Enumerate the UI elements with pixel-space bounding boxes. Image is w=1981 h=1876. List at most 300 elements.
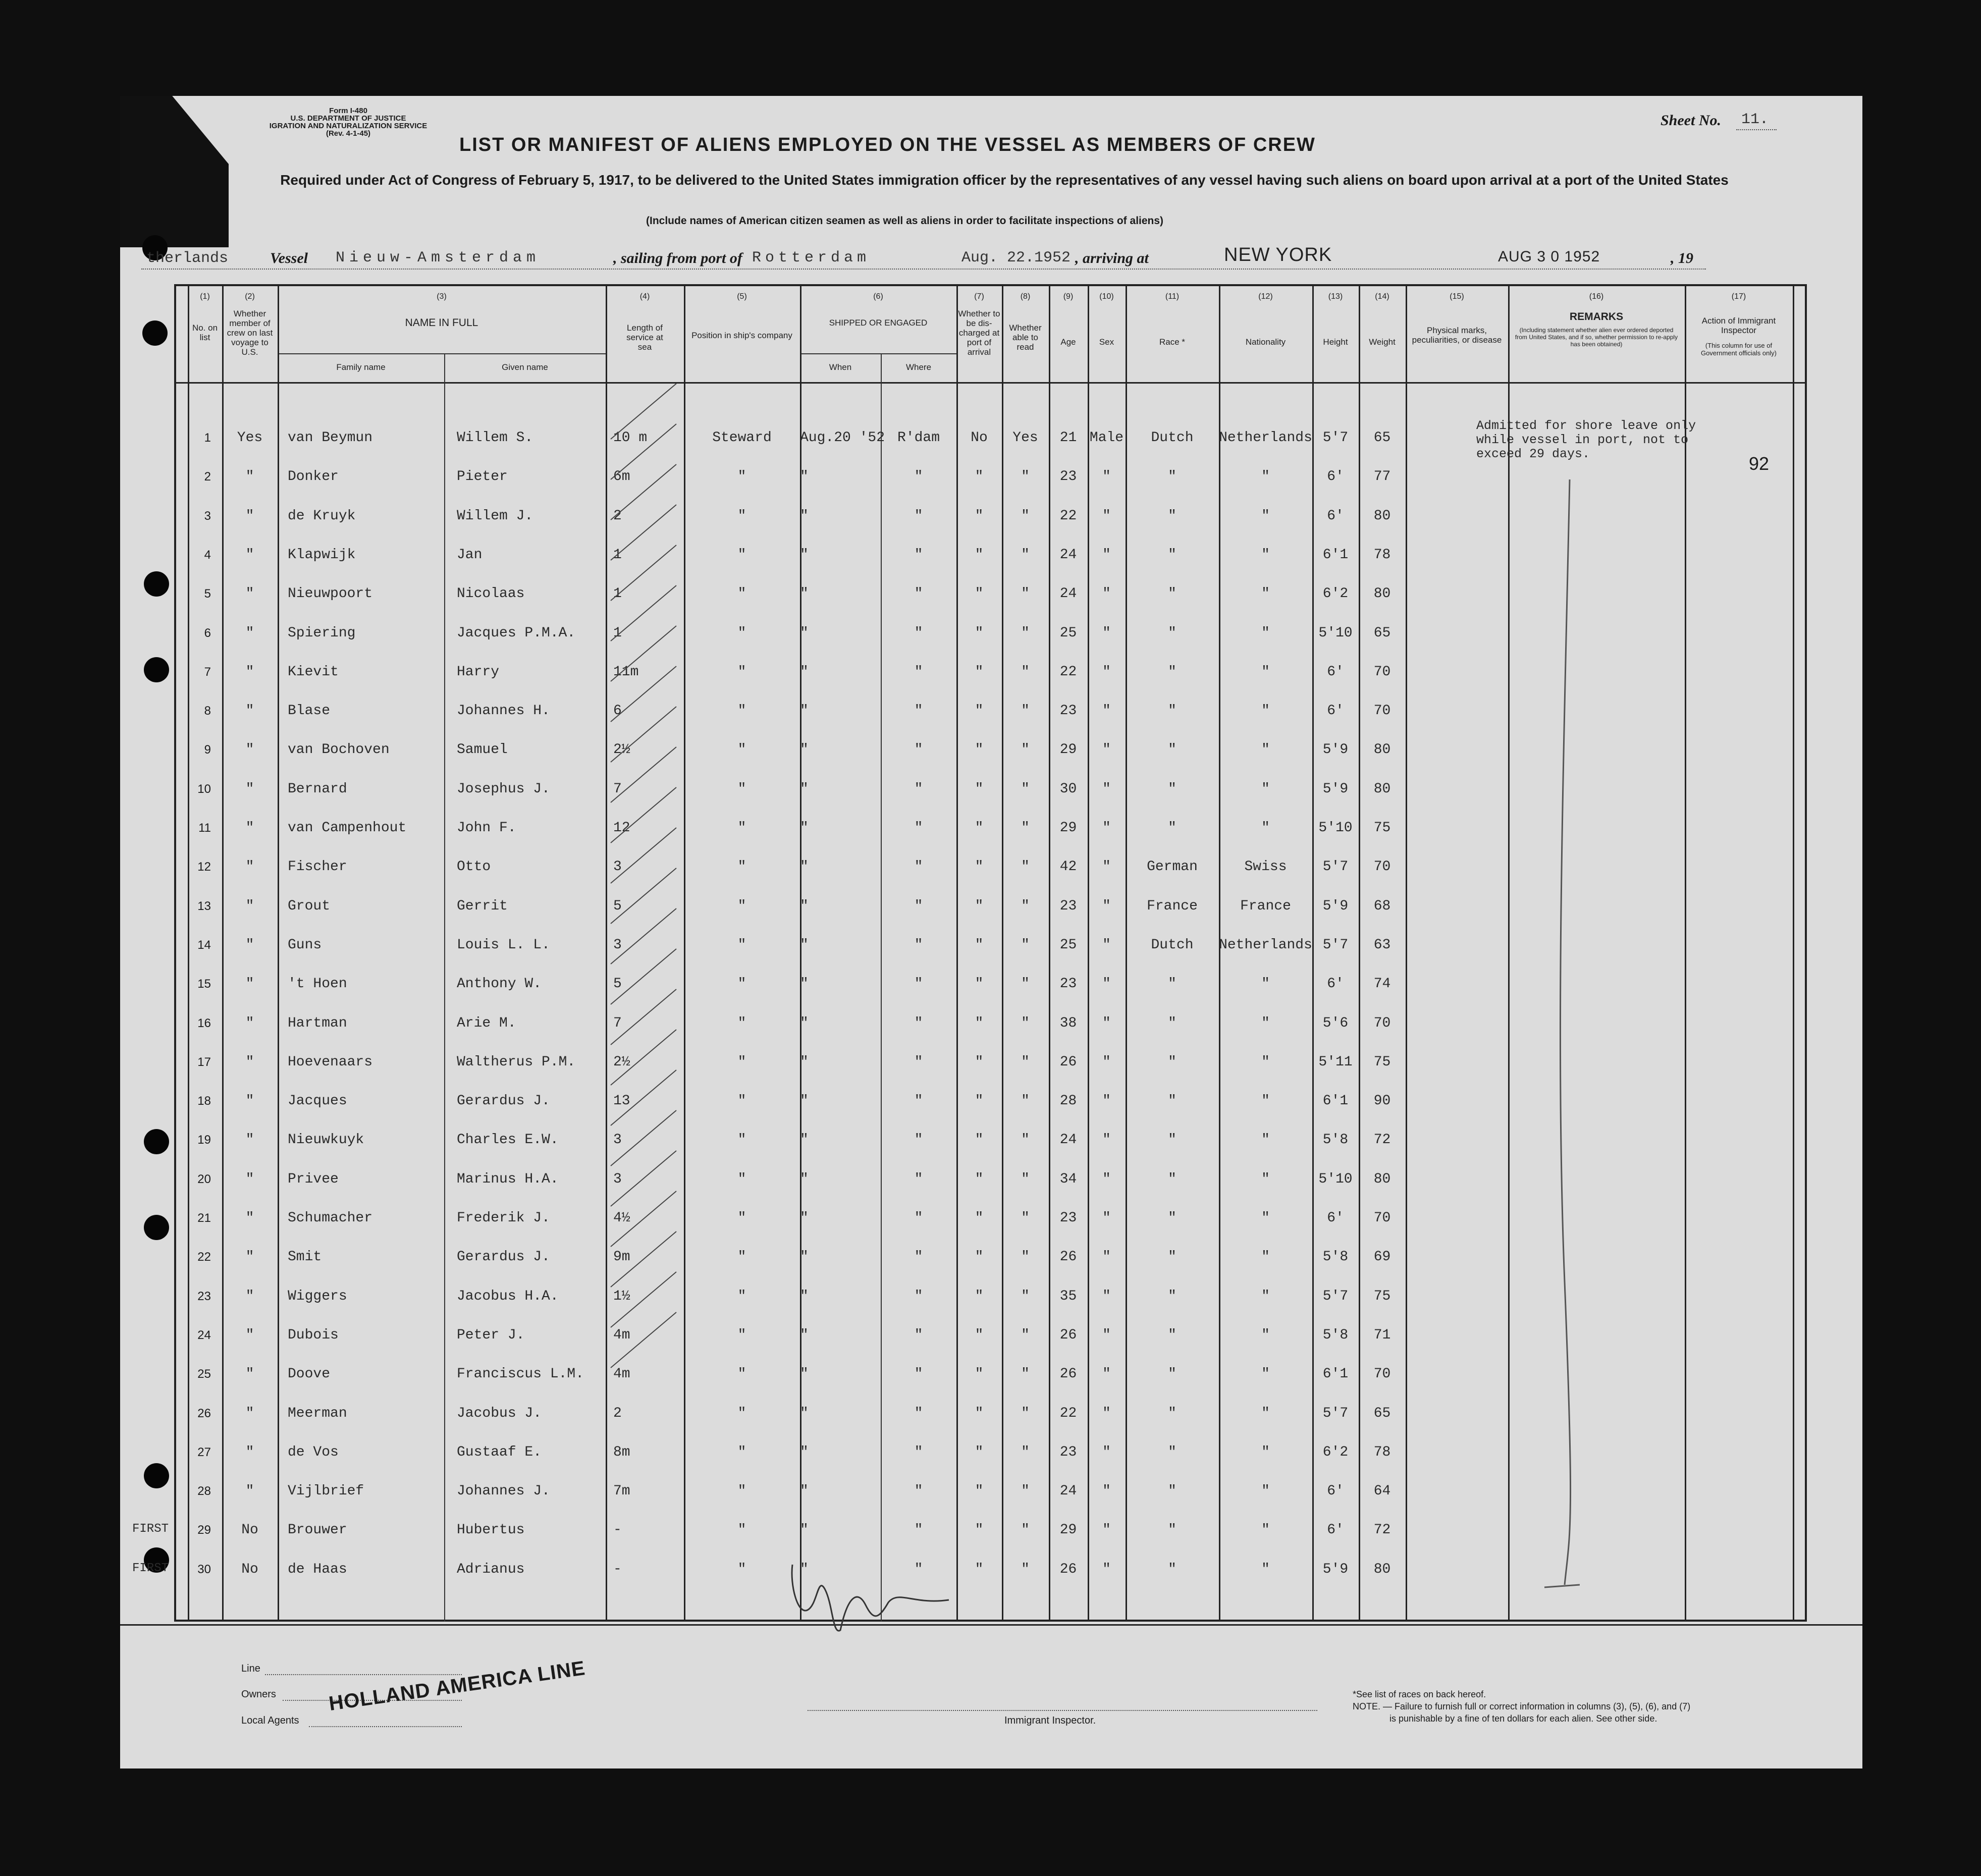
family-name-cell: Klapwijk [288,547,356,563]
height-cell: 5'8 [1322,1327,1349,1343]
given-name-cell: Nicolaas [457,586,525,602]
weight-cell: 65 [1373,625,1391,641]
given-name-cell: Otto [457,859,491,875]
given-name-cell: Jacobus J. [457,1405,542,1421]
sex-cell: " [1102,1210,1111,1226]
class-marker: FIRST [132,1561,169,1575]
discharged-cell: " [975,664,984,680]
height-cell: 6'1 [1322,1366,1349,1382]
height-cell: 6'2 [1322,1444,1349,1460]
nationality-cell: " [1261,1171,1270,1187]
shipped-where-cell: R'dam [897,430,940,446]
last-voyage-cell: " [245,1327,254,1343]
discharged-cell: " [975,1561,984,1577]
age-cell: 24 [1059,547,1077,563]
able-to-read-cell: " [1021,898,1030,914]
position-cell: " [737,859,746,875]
position-cell: " [737,1327,746,1343]
shipped-when-cell: " [800,625,809,641]
race-cell: " [1168,1444,1176,1460]
sex-cell: " [1102,1327,1111,1343]
height-cell: 5'9 [1322,742,1349,758]
given-name-cell: Jan [457,547,483,563]
col-rule [1793,284,1794,1622]
service-name: IGRATION AND NATURALIZATION SERVICE [269,122,427,130]
header-bottom-rule [174,382,1807,384]
arrival-port: NEW YORK [1224,244,1332,265]
able-to-read-cell: " [1021,703,1030,719]
weight-cell: 72 [1373,1132,1391,1148]
col-num-9: (9) [1063,292,1074,301]
nationality-cell: " [1261,1327,1270,1343]
position-cell: " [737,547,746,563]
service-length-cell: 7m [613,1483,630,1499]
inspector-signature [777,1555,959,1645]
able-to-read-cell: " [1021,1522,1030,1538]
sex-cell: " [1102,1405,1111,1421]
class-marker: FIRST [132,1522,169,1536]
footer-line-field [265,1674,462,1675]
weight-cell: 80 [1373,586,1391,602]
service-length-cell: 7 [613,1015,622,1031]
row-number: 16 [197,1016,211,1030]
discharged-cell: " [975,1093,984,1109]
age-cell: 25 [1059,937,1077,953]
footer-line-label: Line [241,1663,260,1674]
footer-fine-note-cont: is punishable by a fine of ten dollars for each alien. See other side. [1389,1713,1657,1724]
remarks-note [1476,419,1696,461]
nationality-cell: " [1261,586,1270,602]
race-cell: " [1168,1561,1176,1577]
last-voyage-cell: " [245,742,254,758]
given-name-cell: Gerardus J. [457,1249,550,1265]
race-cell: " [1168,586,1176,602]
last-voyage-cell: " [245,820,254,836]
able-to-read-cell: " [1021,1561,1030,1577]
shipped-where-cell: " [914,1210,923,1226]
age-cell: 30 [1059,781,1077,797]
position-cell: " [737,703,746,719]
vessel-label: Vessel [270,250,308,266]
header-able-to-read: Whether able to read [1009,323,1042,352]
nationality-cell: " [1261,508,1270,524]
family-name-cell: de Vos [288,1444,339,1460]
footer-agents-field [309,1726,462,1727]
position-cell: " [737,1366,746,1382]
sex-cell: " [1102,1366,1111,1382]
shipped-where-cell: " [914,1171,923,1187]
family-name-cell: 't Hoen [288,976,347,992]
weight-cell: 63 [1373,937,1391,953]
year-suffix: , 19 [1671,250,1693,266]
race-cell: " [1168,1249,1176,1265]
weight-cell: 70 [1373,1015,1391,1031]
given-name-cell: John F. [457,820,516,836]
row-number: 13 [197,899,211,913]
age-cell: 22 [1059,508,1077,524]
weight-cell: 74 [1373,976,1391,992]
shipped-where-cell: " [914,820,923,836]
service-length-cell: 2½ [613,1054,630,1070]
able-to-read-cell: " [1021,1249,1030,1265]
discharged-cell: " [975,781,984,797]
height-cell: 5'10 [1318,1171,1353,1187]
height-cell: 5'10 [1318,820,1353,836]
discharged-cell: " [975,1054,984,1070]
age-cell: 26 [1059,1249,1077,1265]
last-voyage-cell: " [245,1015,254,1031]
col-num-12: (12) [1258,292,1273,301]
last-voyage-cell: " [245,859,254,875]
discharged-cell: " [975,547,984,563]
position-cell: " [737,898,746,914]
sheet-number-line [1736,129,1777,130]
arriving-label: , arriving at [1075,250,1149,266]
footer-inspector-label: Immigrant Inspector. [1004,1715,1096,1726]
age-cell: 25 [1059,625,1077,641]
given-name-cell: Marinus H.A. [457,1171,559,1187]
nationality-cell: " [1261,1288,1270,1304]
remarks-line: Admitted for shore leave only [1476,418,1696,433]
given-name-cell: Gustaaf E. [457,1444,542,1460]
service-length-cell: 1 [613,625,622,641]
position-cell: " [737,586,746,602]
weight-cell: 80 [1373,742,1391,758]
form-subtitle: Required under Act of Congress of February 5, 1917, to be delivered to the United States immigration officer by the representatives of any vessel having such aliens on board upon arrival at a port of the United States [280,172,1729,188]
age-cell: 22 [1059,664,1077,680]
height-cell: 6' [1327,1210,1344,1226]
height-cell: 5'7 [1322,430,1349,446]
sex-cell: " [1102,508,1111,524]
position-cell: " [737,625,746,641]
race-cell: " [1168,976,1176,992]
height-cell: 6' [1327,508,1344,524]
race-cell: " [1168,1054,1176,1070]
weight-cell: 71 [1373,1327,1391,1343]
given-name-cell: Waltherus P.M. [457,1054,576,1070]
able-to-read-cell: " [1021,664,1030,680]
height-cell: 5'11 [1318,1054,1353,1070]
family-name-cell: Schumacher [288,1210,373,1226]
row-number: 15 [197,977,211,991]
shipped-when-cell: " [800,664,809,680]
position-cell: " [737,1171,746,1187]
able-to-read-cell: " [1021,937,1030,953]
family-name-cell: van Campenhout [288,820,407,836]
row-number: 22 [197,1250,211,1264]
service-length-cell: 9m [613,1249,630,1265]
col-num-2: (2) [245,292,255,301]
vessel-name: Nieuw-Amsterdam [336,249,541,266]
shipped-when-cell: " [800,469,809,485]
sex-cell: " [1102,1093,1111,1109]
age-cell: 23 [1059,1444,1077,1460]
col-num-3: (3) [437,292,447,301]
row-number: 9 [204,743,211,757]
nationality-cell: " [1261,742,1270,758]
height-cell: 6'1 [1322,1093,1349,1109]
able-to-read-cell: Yes [1012,430,1038,446]
able-to-read-cell: " [1021,547,1030,563]
col-num-4: (4) [639,292,650,301]
nationality-cell: Netherlands [1219,430,1312,446]
remarks-ditto-line [1534,474,1580,1600]
family-name-cell: Guns [288,937,322,953]
height-cell: 6'1 [1322,547,1349,563]
family-name-cell: Dubois [288,1327,339,1343]
position-cell: " [737,1483,746,1499]
family-name-cell: Blase [288,703,331,719]
shipped-where-cell: " [914,742,923,758]
family-name-cell: Wiggers [288,1288,347,1304]
family-name-cell: Bernard [288,781,347,797]
position-cell: " [737,742,746,758]
height-cell: 5'7 [1322,1405,1349,1421]
nationality-cell: " [1261,820,1270,836]
header-physical-marks: Physical marks, peculiarities, or disease [1412,326,1502,345]
age-cell: 29 [1059,742,1077,758]
row-number: 18 [197,1094,211,1108]
row-number: 21 [197,1211,211,1225]
last-voyage-cell: " [245,1366,254,1382]
position-cell: " [737,1405,746,1421]
shipped-where-cell: " [914,1132,923,1148]
able-to-read-cell: " [1021,1210,1030,1226]
age-cell: 24 [1059,1483,1077,1499]
age-cell: 24 [1059,1132,1077,1148]
sex-cell: " [1102,1561,1111,1577]
weight-cell: 70 [1373,1366,1391,1382]
height-cell: 5'6 [1322,1015,1349,1031]
shipped-where-cell: " [914,859,923,875]
age-cell: 23 [1059,898,1077,914]
given-name-cell: Johannes J. [457,1483,550,1499]
nationality-cell: France [1240,898,1291,914]
nationality-cell: " [1261,781,1270,797]
race-cell: " [1168,703,1176,719]
position-cell: " [737,1444,746,1460]
col-rule [1219,284,1220,1622]
col-rule [278,284,279,1622]
weight-cell: 68 [1373,898,1391,914]
sex-cell: " [1102,859,1111,875]
age-cell: 23 [1059,1210,1077,1226]
age-cell: 26 [1059,1561,1077,1577]
row-number: 4 [204,548,211,562]
given-name-cell: Arie M. [457,1015,516,1031]
weight-cell: 90 [1373,1093,1391,1109]
footer-agents-label: Local Agents [241,1715,299,1726]
family-name-cell: Hartman [288,1015,347,1031]
shipped-where-cell: " [914,976,923,992]
row-number: 23 [197,1289,211,1303]
height-cell: 5'10 [1318,625,1353,641]
able-to-read-cell: " [1021,781,1030,797]
col-num-15: (15) [1450,292,1464,301]
col-num-17: (17) [1731,292,1746,301]
age-cell: 28 [1059,1093,1077,1109]
col-rule [800,284,801,1622]
able-to-read-cell: " [1021,1327,1030,1343]
row-number: 14 [197,938,211,952]
family-name-cell: Spiering [288,625,356,641]
height-cell: 5'7 [1322,1288,1349,1304]
header-name-in-full: NAME IN FULL [405,317,478,329]
able-to-read-cell: " [1021,1015,1030,1031]
shipped-when-cell: " [800,1561,809,1577]
nationality-cell: Swiss [1244,859,1287,875]
able-to-read-cell: " [1021,859,1030,875]
header-where: Where [905,362,932,372]
height-cell: 5'9 [1322,781,1349,797]
height-cell: 5'9 [1322,1561,1349,1577]
service-length-cell: 7 [613,781,622,797]
col-rule [222,284,224,1622]
shipped-where-cell: " [914,586,923,602]
position-cell: " [737,1132,746,1148]
given-name-cell: Anthony W. [457,976,542,992]
col-num-14: (14) [1375,292,1389,301]
shipped-when-cell: " [800,586,809,602]
header-age: Age [1060,337,1076,347]
given-name-cell: Willem J. [457,508,533,524]
nationality-cell: " [1261,1522,1270,1538]
shipped-where-cell: " [914,1483,923,1499]
sex-cell: " [1102,742,1111,758]
last-voyage-cell: " [245,1288,254,1304]
race-cell: " [1168,1288,1176,1304]
able-to-read-cell: " [1021,469,1030,485]
row-number: 1 [204,431,211,445]
col-rule [1685,284,1686,1622]
shipped-when-cell: " [800,1444,809,1460]
shipped-where-cell: " [914,664,923,680]
discharged-cell: " [975,898,984,914]
sex-cell: " [1102,547,1111,563]
sex-cell: " [1102,1054,1111,1070]
height-cell: 6' [1327,1483,1344,1499]
last-voyage-cell: " [245,1093,254,1109]
sex-cell: " [1102,820,1111,836]
race-cell: " [1168,469,1176,485]
shipped-where-cell: " [914,1249,923,1265]
sex-cell: " [1102,781,1111,797]
footer-rule [120,1624,1862,1626]
race-cell: " [1168,1522,1176,1538]
nationality-cell: " [1261,1015,1270,1031]
family-name-cell: Donker [288,469,339,485]
sex-cell: " [1102,1444,1111,1460]
given-name-cell: Samuel [457,742,508,758]
race-cell: Dutch [1151,937,1194,953]
sex-cell: " [1102,1288,1111,1304]
nationality-cell: " [1261,469,1270,485]
last-voyage-cell: " [245,937,254,953]
remarks-line: while vessel in port, not to [1476,433,1689,447]
weight-cell: 75 [1373,1288,1391,1304]
race-cell: " [1168,1210,1176,1226]
race-cell: " [1168,1132,1176,1148]
sex-cell: " [1102,586,1111,602]
position-cell: " [737,1522,746,1538]
last-voyage-cell: No [241,1561,258,1577]
shipped-where-cell: " [914,1327,923,1343]
service-length-cell: 3 [613,937,622,953]
col-rule [188,284,189,1622]
weight-cell: 80 [1373,781,1391,797]
race-cell: " [1168,508,1176,524]
last-voyage-cell: " [245,625,254,641]
race-cell: " [1168,820,1176,836]
height-cell: 5'9 [1322,898,1349,914]
page-title: LIST OR MANIFEST OF ALIENS EMPLOYED ON THE VESSEL AS MEMBERS OF CREW [459,134,1316,155]
vessel-info-line [141,269,1706,270]
shipped-where-cell: " [914,1444,923,1460]
sex-cell: " [1102,625,1111,641]
sex-cell: " [1102,1015,1111,1031]
able-to-read-cell: " [1021,1132,1030,1148]
sex-cell: " [1102,1522,1111,1538]
last-voyage-cell: No [241,1522,258,1538]
given-name-cell: Charles E.W. [457,1132,559,1148]
last-voyage-cell: " [245,469,254,485]
col-num-13: (13) [1328,292,1343,301]
service-length-cell: 1½ [613,1288,630,1304]
age-cell: 34 [1059,1171,1077,1187]
header-weight: Weight [1369,337,1396,347]
family-name-cell: van Beymun [288,430,373,446]
discharged-cell: " [975,1288,984,1304]
sex-cell: " [1102,469,1111,485]
service-length-cell: - [613,1561,622,1577]
discharged-cell: " [975,625,984,641]
height-cell: 6' [1327,469,1344,485]
weight-cell: 78 [1373,547,1391,563]
given-name-cell: Willem S. [457,430,533,446]
shipped-when-cell: " [800,1483,809,1499]
row-number: 25 [197,1367,211,1381]
able-to-read-cell: " [1021,1366,1030,1382]
department-name: U.S. DEPARTMENT OF JUSTICE [290,114,406,123]
inspector-signature-line [808,1710,1317,1711]
inspector-count: 92 [1749,453,1770,474]
family-name-cell: Vijlbrief [288,1483,364,1499]
col-rule [1049,284,1050,1622]
shipped-when-cell: " [800,1210,809,1226]
header-shipped-or-engaged: SHIPPED OR ENGAGED [829,318,928,328]
weight-cell: 75 [1373,1054,1391,1070]
discharged-cell: " [975,1249,984,1265]
weight-cell: 80 [1373,508,1391,524]
col-num-7: (7) [974,292,984,301]
weight-cell: 65 [1373,430,1391,446]
col-num-16: (16) [1589,292,1604,301]
service-length-cell: 6 [613,703,622,719]
shipped-where-cell: " [914,1561,923,1577]
given-name-cell: Gerrit [457,898,508,914]
weight-cell: 70 [1373,703,1391,719]
family-name-cell: Smit [288,1249,322,1265]
service-length-cell: - [613,1522,622,1538]
service-length-cell: 10 m [613,430,648,446]
departure-port: Rotterdam [752,249,871,266]
shipped-when-cell: " [800,547,809,563]
able-to-read-cell: " [1021,625,1030,641]
discharged-cell: " [975,1132,984,1148]
height-cell: 6' [1327,1522,1344,1538]
shipped-when-cell: " [800,1132,809,1148]
last-voyage-cell: " [245,976,254,992]
